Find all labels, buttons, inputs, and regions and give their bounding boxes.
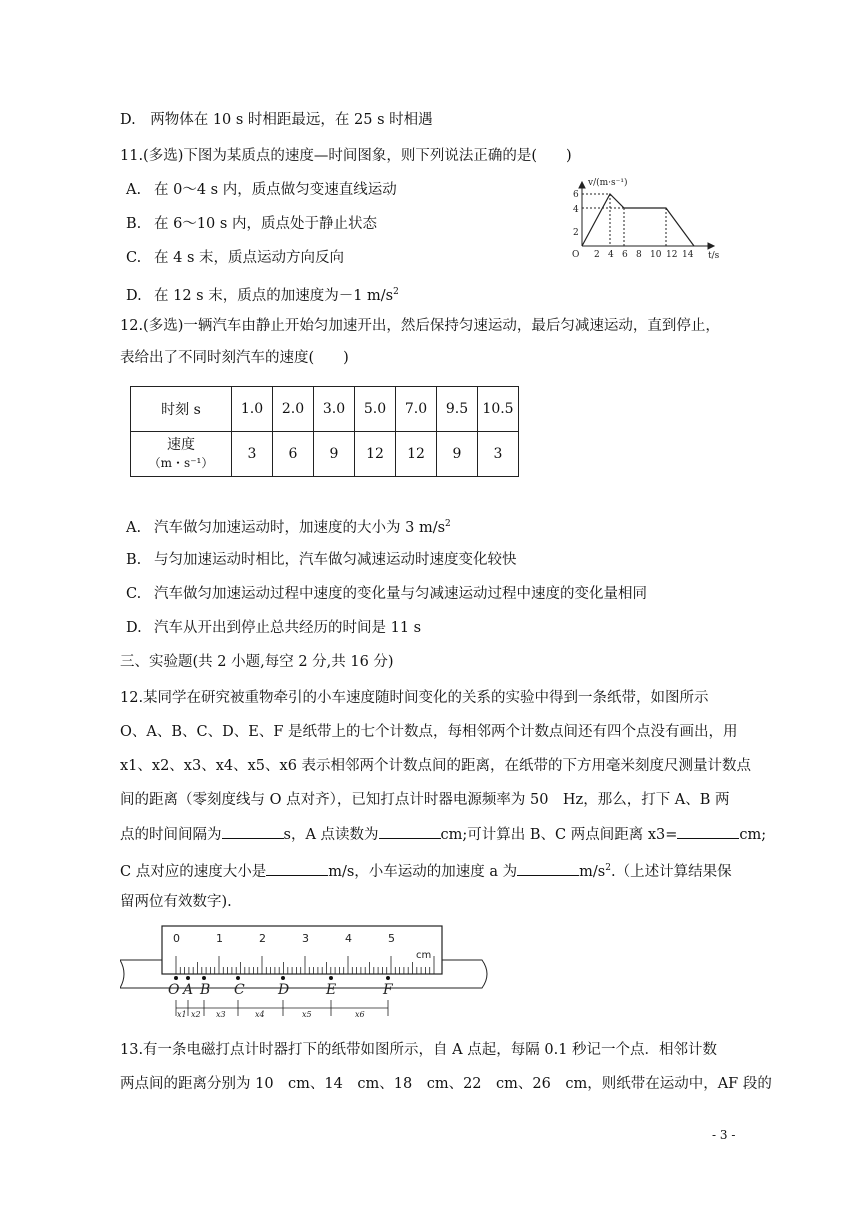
q11-option-a: A. 在 0～4 s 内，质点做匀变速直线运动 [126,182,397,198]
table-cell: 9.5 [437,387,478,432]
page-number: - 3 - [712,1128,736,1142]
ruler-tape-figure [120,920,500,1024]
ruler-tick-label: 2 [259,932,266,945]
answer-blank[interactable] [517,861,579,876]
table-cell: 7.0 [396,387,437,432]
table-row [131,387,519,432]
q12-exp-line1: 12.某同学在研究被重物牵引的小车速度随时间变化的关系的实验中得到一条纸带，如图所示 [120,690,709,706]
q11-option-d: D. 在 12 s 末，质点的加速度为－1 $m/s^2$ [126,287,399,304]
span-label: x3 [216,1010,226,1019]
question-13-line1: 13.有一条电磁打点计时器打下的纸带如图所示，自 A 点起，每隔 0.1 秒记一个点．相邻计数 [120,1042,718,1058]
q11-option-b: B. 在 6～10 s 内，质点处于静止状态 [126,216,377,232]
answer-blank[interactable] [677,824,739,839]
table-cell: 3 [232,432,273,477]
q12-exp-line3: x1、x2、x3、x4、x5、x6 表示相邻两个计数点间的距离，在纸带的下方用毫米刻度尺测量计数点 [120,758,752,774]
graph-x-tick: 8 [636,250,642,260]
ruler-tick-label: 5 [388,932,395,945]
graph-x-tick: 14 [682,250,694,260]
table-cell: 10.5 [478,387,519,432]
table-cell: 1.0 [232,387,273,432]
q11-option-c: C. 在 4 s 末，质点运动方向反向 [126,250,344,266]
graph-y-tick: 2 [573,228,579,238]
tape-point-label: B [200,982,211,998]
tape-point-label: D [278,982,290,998]
ruler-unit: cm [416,950,432,961]
tape-point-label: F [383,982,393,998]
table-cell: 3 [478,432,519,477]
tape-point-label: O [168,982,180,998]
velocity-time-graph [568,176,728,260]
answer-blank[interactable] [379,824,441,839]
table-cell: 9 [314,432,355,477]
tape-point-label: E [326,982,337,998]
table-cell: 6 [273,432,314,477]
q12-option-d: D. 汽车从开出到停止总共经历的时间是 11 s [126,620,422,636]
q12-option-b: B. 与匀加速运动时相比，汽车做匀减速运动时速度变化较快 [126,552,517,568]
ruler-tick-label: 3 [302,932,309,945]
tape-point-label: A [183,982,194,998]
q12-option-c: C. 汽车做匀加速运动过程中速度的变化量与匀减速运动过程中速度的变化量相同 [126,586,647,602]
span-label: x1 [177,1010,187,1019]
graph-x-tick: 6 [622,250,628,260]
graph-x-tick: 2 [594,250,600,260]
table-row [131,432,519,477]
graph-y-label: v/(m·s⁻¹) [588,178,628,188]
question-13-line2: 两点间的距离分别为 10 cm、14 cm、18 cm、22 cm、26 cm，则纸带在运动中，AF 段的 [120,1076,772,1092]
answer-blank[interactable] [222,824,284,839]
table-cell: 时刻 s [131,387,232,432]
q12-exp-line4: 间的距离（零刻度线与 O 点对齐），已知打点计时器电源频率为 50 Hz，那么，打下 A、B 两 [120,792,730,808]
tape-point-label: C [234,982,245,998]
graph-y-tick: 4 [573,205,579,215]
ruler-tick-label: 1 [216,932,223,945]
table-cell: 5.0 [355,387,396,432]
ruler-tick-label: 0 [173,932,180,945]
answer-blank[interactable] [266,861,328,876]
span-label: x6 [355,1010,365,1019]
table-cell: 2.0 [273,387,314,432]
span-label: x2 [191,1010,201,1019]
speed-table [130,386,519,477]
table-cell: 12 [396,432,437,477]
ruler-tick-label: 4 [345,932,352,945]
table-cell: 9 [437,432,478,477]
question-11: 11.(多选)下图为某质点的速度—时间图象，则下列说法正确的是( ) [120,148,572,164]
question-12-choice-line2: 表给出了不同时刻汽车的速度( ) [120,350,349,366]
q12-exp-line7: 留两位有效数字). [120,894,232,910]
graph-origin: O [572,250,580,260]
graph-x-tick: 12 [666,250,678,260]
table-cell: 12 [355,432,396,477]
table-cell: 3.0 [314,387,355,432]
question-12-choice-line1: 12.(多选)一辆汽车由静止开始匀加速开出，然后保持匀速运动，最后匀减速运动，直到停止， [120,318,720,334]
span-label: x4 [255,1010,265,1019]
q12-option-a: A. 汽车做匀加速运动时，加速度的大小为 3 $m/s^2$ [126,519,451,536]
graph-y-tick: 6 [573,190,579,200]
prev-option-d: D. 两物体在 10 s 时相距最远，在 25 s 时相遇 [120,112,433,128]
graph-x-label: t/s [708,251,720,260]
q12-exp-line5: 点的时间间隔为 s，A 点读数为 cm;可计算出 B、C 两点间距离 x3= cm; [120,824,766,845]
q12-exp-line6: C 点对应的速度大小是 m/s，小车运动的加速度 a 为 $m/s^2$.（上述计算结果保 [120,858,732,882]
section-heading: 三、实验题(共 2 小题,每空 2 分,共 16 分) [120,654,394,670]
graph-x-tick: 10 [650,250,662,260]
q12-exp-line2: O、A、B、C、D、E、F 是纸带上的七个计数点，每相邻两个计数点间还有四个点没有画出，用 [120,724,738,740]
table-cell: 速度 （m・s⁻¹） [131,432,232,477]
span-label: x5 [302,1010,312,1019]
graph-x-tick: 4 [608,250,614,260]
